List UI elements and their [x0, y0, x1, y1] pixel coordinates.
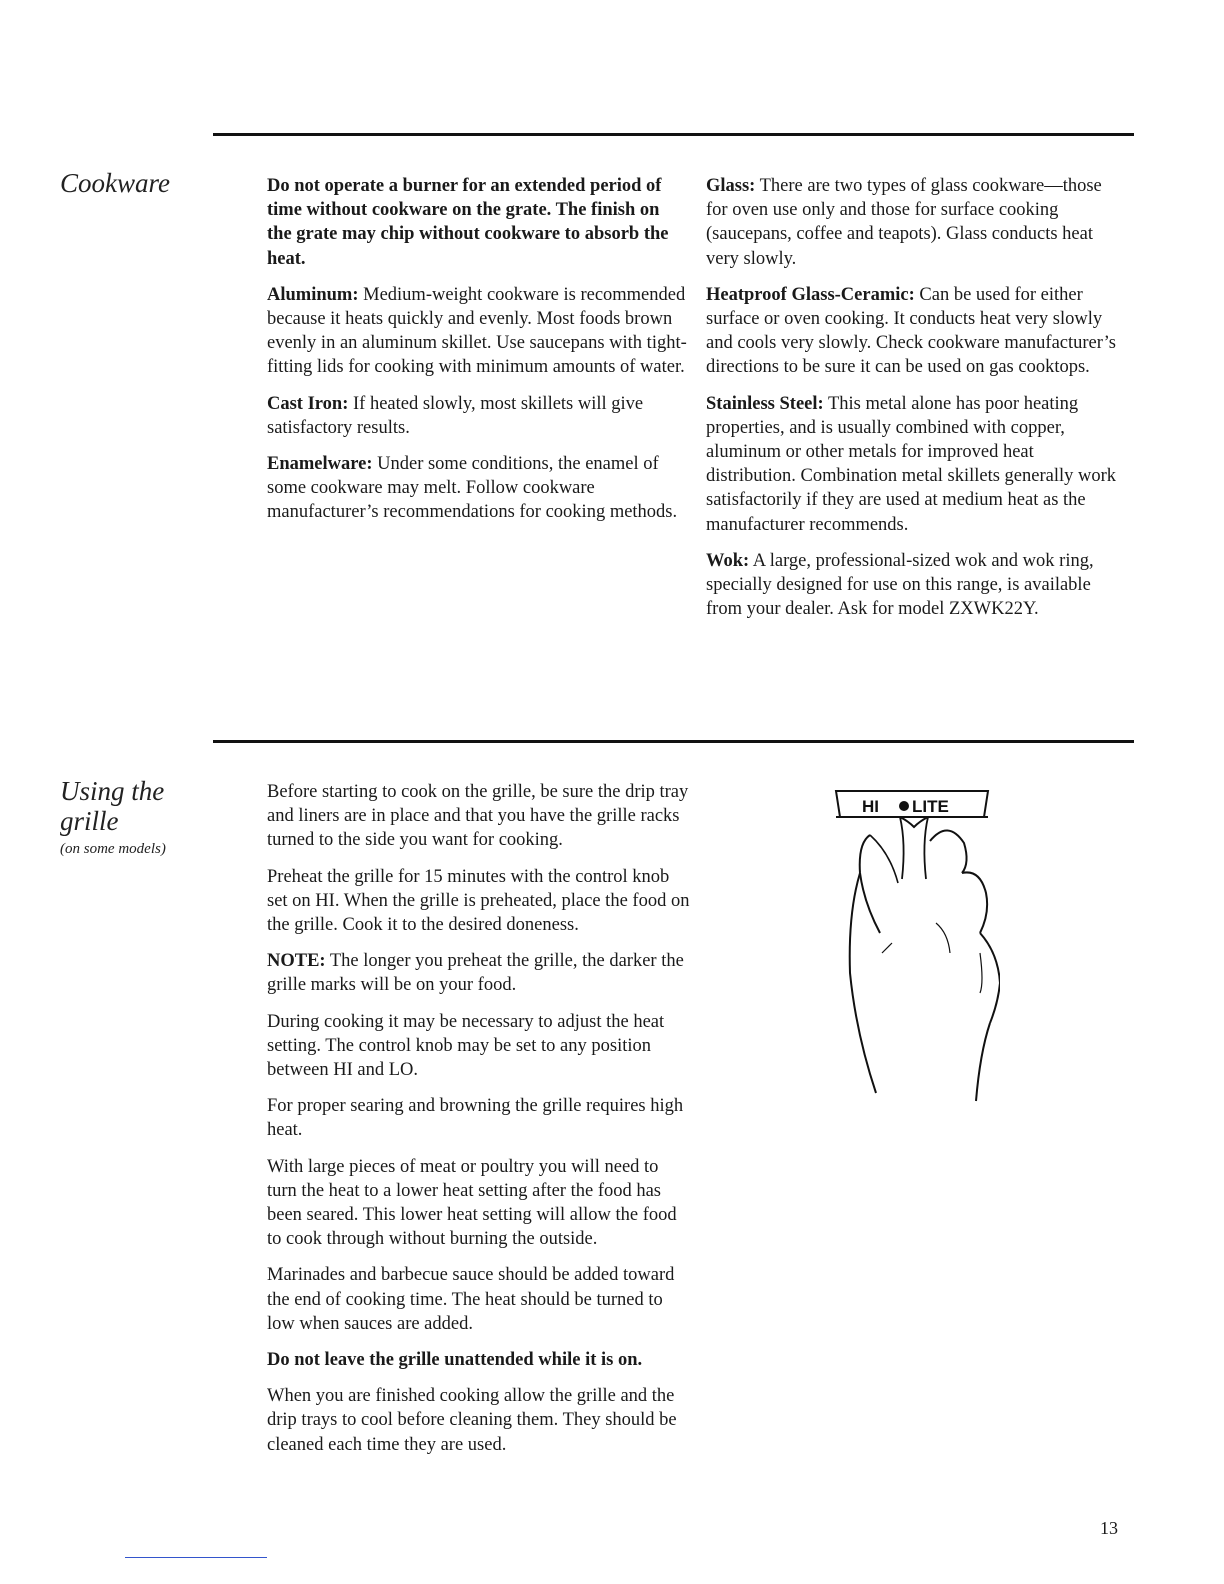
- grille-paragraph-9: When you are finished cooking allow the grille and the drip trays to cool before cleaning them. They should be cleaned each time they are used.: [267, 1386, 677, 1455]
- knob-hi-label: HI: [862, 797, 879, 816]
- grille-paragraph-5: For proper searing and browning the grille requires high heat.: [267, 1096, 684, 1141]
- ceramic-text: Can be used for either surface or oven cooking. It conducts heat very slowly and cools very slowly. Check cookware manufacturer’s directions to be sure it can be used on gas cooktops.: [706, 284, 1116, 378]
- grille-note-paragraph: [267, 949, 692, 997]
- grille-paragraph-4: During cooking it may be necessary to adjust the heat setting. The control knob may be set to any position between HI and LO.: [267, 1011, 665, 1081]
- castiron-paragraph: [267, 392, 687, 440]
- note-text: The longer you preheat the grille, the darker the grille marks will be on your food.: [267, 951, 684, 996]
- note-label: NOTE:: [267, 951, 326, 972]
- aluminum-label: Aluminum:: [267, 284, 359, 305]
- hand-turning-knob-icon: [830, 783, 1000, 1103]
- cookware-title: Cookware: [60, 168, 170, 198]
- enamel-label: Enamelware:: [267, 454, 373, 475]
- enamel-text: Under some conditions, the enamel of some cookware may melt. Follow cookware manufacturer’s recommendations for cooking methods.: [267, 454, 678, 523]
- ceramic-paragraph: [706, 283, 1126, 380]
- ceramic-label: Heatproof Glass-Ceramic:: [706, 284, 915, 305]
- footer-line: [125, 1557, 267, 1558]
- cookware-right-column: [706, 174, 1126, 633]
- grille-heading: [60, 776, 166, 858]
- grille-column: [267, 780, 692, 1469]
- castiron-label: Cast Iron:: [267, 393, 349, 414]
- grille-paragraph-2: Preheat the grille for 15 minutes with the control knob set on HI. When the grille is preheated, place the food on the grille. Cook it to the desired doneness.: [267, 866, 690, 936]
- enamel-paragraph: [267, 452, 687, 525]
- cookware-left-column: [267, 174, 687, 537]
- section-divider-middle: [213, 740, 1134, 743]
- cookware-heading: [60, 168, 170, 198]
- page-number: 13: [1100, 1518, 1118, 1538]
- bullet-icon: [899, 801, 909, 811]
- knob-hand-illustration: [830, 783, 1000, 1103]
- grille-paragraph-1: Before starting to cook on the grille, be sure the drip tray and liners are in place and that you have the grille racks turned to the side you want for cooking.: [267, 782, 689, 851]
- grille-title-line1: Using the: [60, 776, 165, 806]
- wok-text: A large, professional-sized wok and wok ring, specially designed for use on this range, is available from your dealer. Ask for model ZXWK22Y.: [706, 550, 1094, 620]
- steel-text: This metal alone has poor heating properties, and is usually combined with copper, aluminum or other metals for improved heat distribution. Combination metal skillets generally work satisfactorily if they are used at medium heat as the manufacturer recommends.: [706, 393, 1117, 535]
- section-divider-top: [213, 133, 1134, 136]
- grille-warning: Do not leave the grille unattended while it is on.: [267, 1350, 643, 1371]
- glass-paragraph: [706, 174, 1126, 271]
- wok-paragraph: [706, 549, 1126, 622]
- aluminum-paragraph: [267, 283, 687, 380]
- knob-lite-label: LITE: [912, 797, 949, 816]
- grille-paragraph-6: With large pieces of meat or poultry you will need to turn the heat to a lower heat setting after the food has been seared. This lower heat setting will allow the food to cook through without burning the outside.: [267, 1156, 677, 1250]
- aluminum-text: Medium-weight cookware is recommended because it heats quickly and evenly. Most foods brown evenly in an aluminum skillet. Use saucepans with tight-fitting lids for cooking with minimum amounts of water.: [267, 284, 687, 378]
- glass-text: There are two types of glass cookware—those for oven use only and those for surface cooking (saucepans, coffee and teapots). Glass conducts heat very slowly.: [706, 176, 1102, 269]
- steel-paragraph: [706, 392, 1126, 537]
- grille-title-line2: grille: [60, 806, 119, 836]
- glass-label: Glass:: [706, 176, 756, 196]
- cookware-warning: Do not operate a burner for an extended period of time without cookware on the grate. The finish on the grate may chip without cookware to absorb the heat.: [267, 176, 669, 269]
- grille-paragraph-7: Marinades and barbecue sauce should be added toward the end of cooking time. The heat should be turned to low when sauces are added.: [267, 1265, 675, 1334]
- grille-subtitle: (on some models): [60, 841, 166, 857]
- wok-label: Wok:: [706, 550, 750, 571]
- castiron-text: If heated slowly, most skillets will give satisfactory results.: [267, 393, 644, 438]
- steel-label: Stainless Steel:: [706, 393, 824, 414]
